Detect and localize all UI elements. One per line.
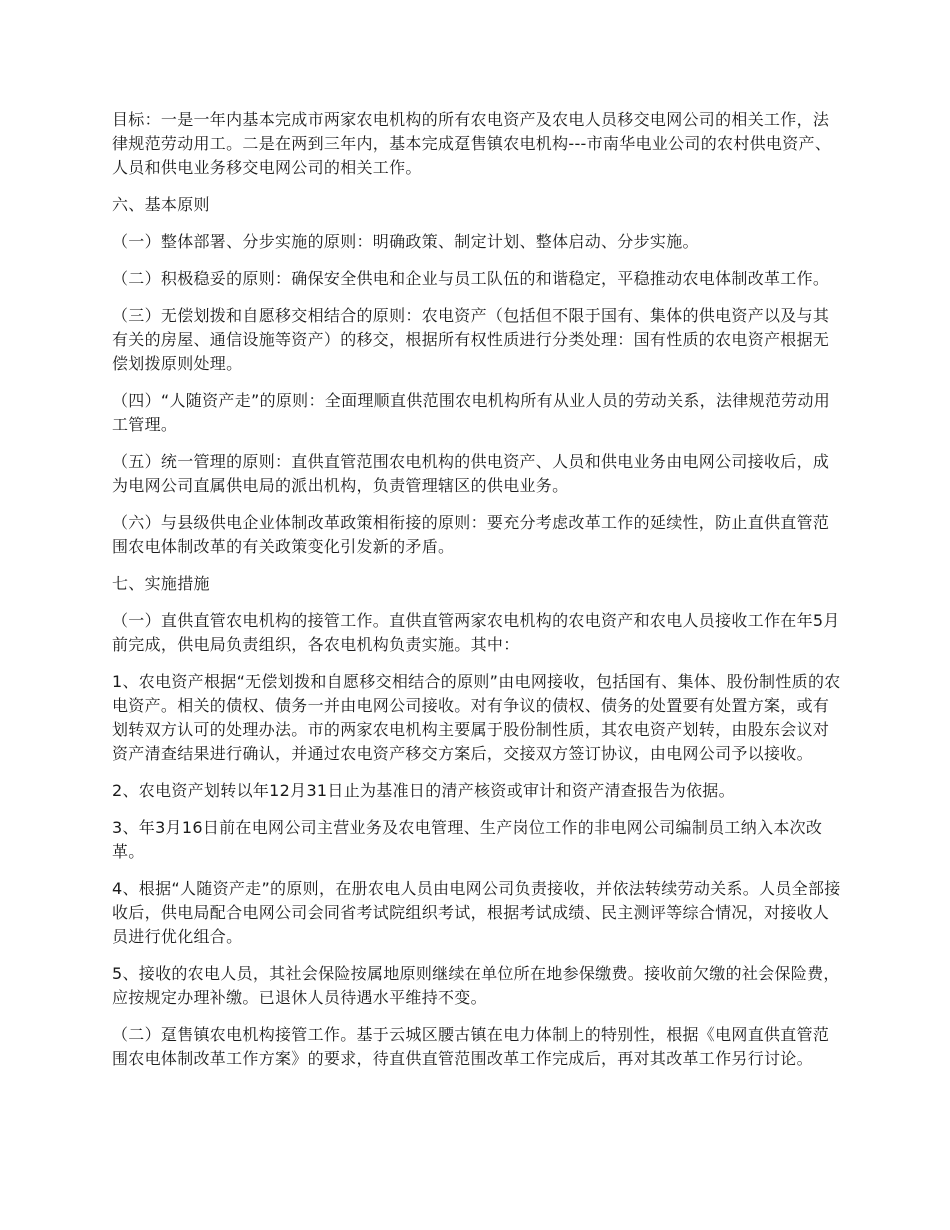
principle-3: （三）无偿划拨和自愿移交相结合的原则：农电资产（包括但不限于国有、集体的供电资产以及与其有关的房屋、通信设施等资产）的移交，根据所有权性质进行分类处理：国有性质的农电资产根据无偿划拨原则处理。 bbox=[112, 306, 830, 373]
section-heading-basic-principles: 六、基本原则 bbox=[112, 195, 210, 214]
measure-1-item-1: 1、农电资产根据“无偿划拨和自愿移交相结合的原则”由电网接收，包括国有、集体、股份制性质的农电资产。相关的债权、债务一并由电网公司接收。对有争议的债权、债务的处置要有处置方案，或有划转双方认可的处理办法。市的两家农电机构主要属于股份制性质，其农电资产划转，由股东会议对资产清查结果进行确认，并通过农电资产移交方案后，交接双方签订协议，由电网公司予以接收。 bbox=[112, 672, 841, 763]
measure-1-item-4: 4、根据“人随资产走”的原则，在册农电人员由电网公司负责接收，并依法转续劳动关系。人员全部接收后，供电局配合电网公司会同省考试院组织考试，根据考试成绩、民主测评等综合情况，对接收人员进行优化组合。 bbox=[112, 879, 841, 946]
measure-1-item-3: 3、年3月16日前在电网公司主营业务及农电管理、生产岗位工作的非电网公司编制员工纳入本次改革。 bbox=[112, 818, 823, 861]
measure-1-item-2: 2、农电资产划转以年12月31日止为基准日的清产核资或审计和资产清查报告为依据。 bbox=[112, 781, 735, 800]
principle-4: （四）“人随资产走”的原则：全面理顺直供范围农电机构所有从业人员的劳动关系，法律规范劳动用工管理。 bbox=[112, 391, 831, 434]
document-body bbox=[112, 108, 842, 1084]
measure-1-item-5: 5、接收的农电人员，其社会保险按属地原则继续在单位所在地参保缴费。接收前欠缴的社会保险费，应按规定办理补缴。已退休人员待遇水平维持不变。 bbox=[112, 964, 840, 1007]
principle-6: （六）与县级供电企业体制改革政策相衔接的原则：要充分考虑改革工作的延续性，防止直供直管范围农电体制改革的有关政策变化引发新的矛盾。 bbox=[112, 513, 830, 556]
section-heading-implementation-measures: 七、实施措施 bbox=[112, 574, 210, 593]
measure-2: （二）趸售镇农电机构接管工作。基于云城区腰古镇在电力体制上的特别性，根据《电网直供直管范围农电体制改革工作方案》的要求，待直供直管范围改革工作完成后，再对其改革工作另行讨论。 bbox=[112, 1025, 830, 1068]
paragraph-goals: 目标：一是一年内基本完成市两家农电机构的所有农电资产及农电人员移交电网公司的相关工作，法律规范劳动用工。二是在两到三年内，基本完成趸售镇农电机构---市南华电业公司的农村供电资产、人员和供电业务移交电网公司的相关工作。 bbox=[112, 110, 832, 177]
principle-1: （一）整体部署、分步实施的原则：明确政策、制定计划、整体启动、分步实施。 bbox=[112, 232, 699, 251]
principle-5: （五）统一管理的原则：直供直管范围农电机构的供电资产、人员和供电业务由电网公司接收后，成为电网公司直属供电局的派出机构，负责管理辖区的供电业务。 bbox=[112, 452, 830, 495]
measure-1-intro: （一）直供直管农电机构的接管工作。直供直管两家农电机构的农电资产和农电人员接收工作在年5月前完成，供电局负责组织，各农电机构负责实施。其中： bbox=[112, 611, 840, 654]
principle-2: （二）积极稳妥的原则：确保安全供电和企业与员工队伍的和谐稳定，平稳推动农电体制改革工作。 bbox=[112, 269, 830, 288]
